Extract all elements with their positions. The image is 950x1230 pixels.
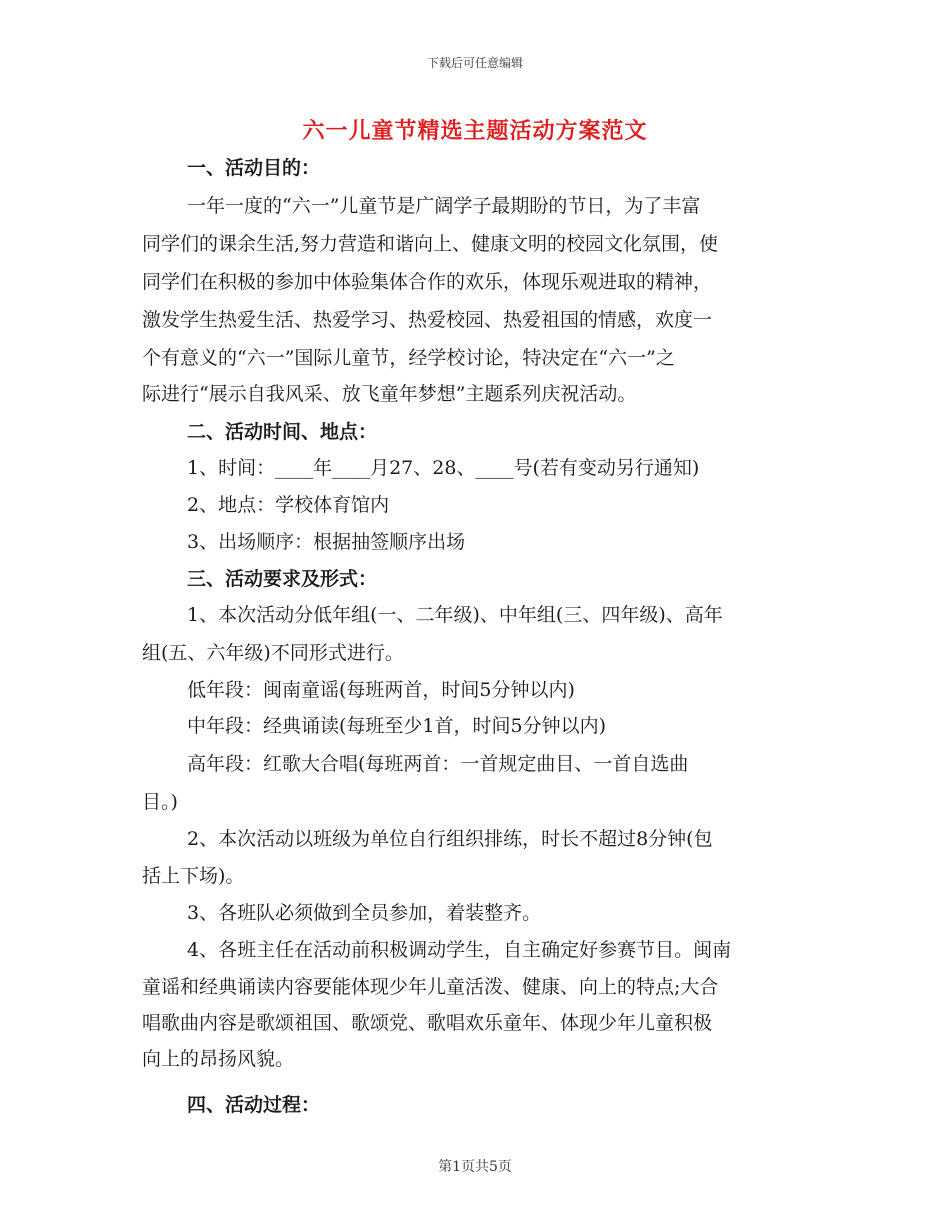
document-title: 六一儿童节精选主题活动方案范文: [302, 118, 648, 144]
paragraph-line: 括上下场)。: [142, 865, 245, 887]
paragraph-line: 一年一度的“六一”儿童节是广阔学子最期盼的节日，为了丰富: [187, 195, 701, 217]
section-heading-requirements: 三、活动要求及形式：: [187, 568, 378, 590]
list-item-time: 1、时间：____年____月27、28、____号(若有变动另行通知): [187, 457, 700, 479]
paragraph-line: 目。): [142, 791, 178, 813]
section-heading-purpose: 一、活动目的：: [187, 157, 321, 179]
list-item-high-grade: 高年段：红歌大合唱(每班两首：一首规定曲目、一首自选曲: [187, 753, 689, 775]
paragraph-line: 组(五、六年级)不同形式进行。: [142, 642, 404, 664]
paragraph-line: 向上的昂扬风貌。: [142, 1048, 295, 1070]
section-heading-time-place: 二、活动时间、地点：: [187, 421, 378, 443]
list-item-place: 2、地点：学校体育馆内: [187, 494, 390, 516]
paragraph-line: 1、本次活动分低年组(一、二年级)、中年组(三、四年级)、高年: [187, 604, 723, 626]
paragraph-line: 同学们的课余生活,努力营造和谐向上、健康文明的校园文化氛围，使: [142, 233, 719, 255]
list-item-order: 3、出场顺序：根据抽签顺序出场: [187, 531, 466, 553]
page-number: 第1页共5页: [438, 1159, 512, 1175]
paragraph-line: 际进行“展示自我风采、放飞童年梦想”主题系列庆祝活动。: [142, 383, 637, 405]
paragraph-line: 激发学生热爱生活、热爱学习、热爱校园、热爱祖国的情感，欢度一: [142, 309, 713, 331]
paragraph-line: 同学们在积极的参加中体验集体合作的欢乐，体现乐观进取的精神，: [142, 271, 713, 293]
page-header-note: 下载后可任意编辑: [426, 56, 523, 70]
list-item-low-grade: 低年段：闽南童谣(每班两首，时间5分钟以内): [187, 679, 575, 701]
paragraph-line: 4、各班主任在活动前积极调动学生，自主确定好参赛节目。闽南: [187, 939, 732, 961]
list-item-mid-grade: 中年段：经典诵读(每班至少1首，时间5分钟以内): [187, 715, 607, 737]
paragraph-line: 个有意义的“六一”国际儿童节，经学校讨论，特决定在“六一”之: [142, 347, 675, 369]
paragraph-line: 3、各班队必须做到全员参加，着装整齐。: [187, 902, 542, 924]
paragraph-line: 童谣和经典诵读内容要能体现少年儿童活泼、健康、向上的特点;大合: [142, 976, 719, 998]
paragraph-line: 2、本次活动以班级为单位自行组织排练，时长不超过8分钟(包: [187, 828, 713, 850]
paragraph-line: 唱歌曲内容是歌颂祖国、歌颂党、歌唱欢乐童年、体现少年儿童积极: [142, 1012, 713, 1034]
section-heading-process: 四、活动过程：: [187, 1094, 321, 1116]
